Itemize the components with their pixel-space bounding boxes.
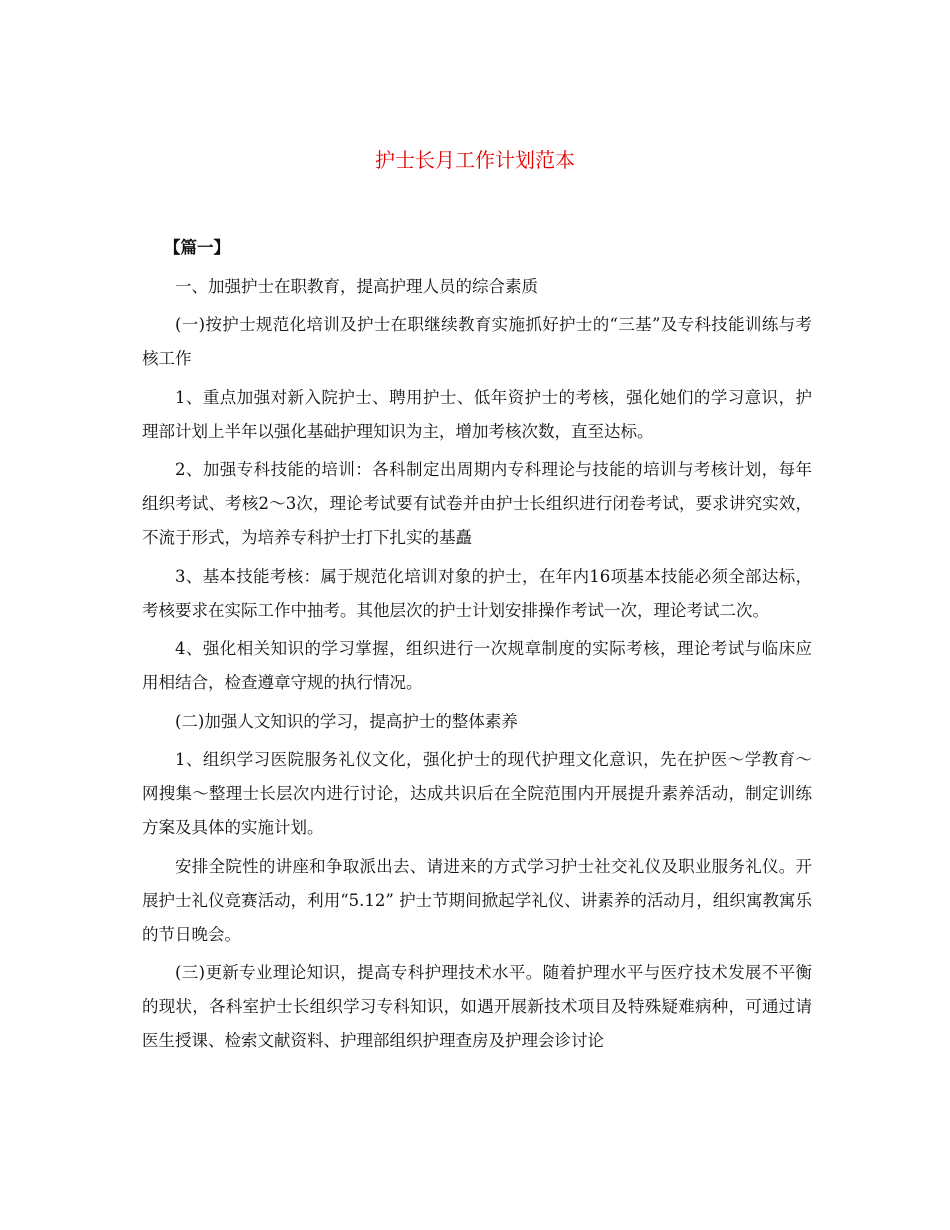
section-heading: 【篇一】: [164, 238, 230, 257]
paragraph: 1、重点加强对新入院护士、聘用护士、低年资护士的考核，强化她们的学习意识，护理部计划上半年以强化基础护理知识为主，增加考核次数，直至达标。: [142, 387, 812, 441]
paragraph: 1、组织学习医院服务礼仪文化，强化护士的现代护理文化意识，先在护医～学教育～网搜集～整理士长层次内进行讨论，达成共识后在全院范围内开展提升素养活动，制定训练方案及具体的实施计划。: [142, 750, 812, 837]
document-body: [142, 231, 812, 1063]
paragraph: (二)加强人文知识的学习，提高护士的整体素养: [175, 711, 518, 731]
paragraph: 2、加强专科技能的培训：各科制定出周期内专科理论与技能的培训与考核计划，每年组织考试、考核2～3次，理论考试要有试卷并由护士长组织进行闭卷考试，要求讲究实效，不流于形式，为培养专科护士打下扎实的基矗: [142, 460, 812, 547]
paragraph: (一)按护士规范化培训及护士在职继续教育实施抓好护士的“三基”及专科技能训练与考核工作: [142, 315, 812, 368]
paragraph: 3、基本技能考核：属于规范化培训对象的护士，在年内16项基本技能必须全部达标，考核要求在实际工作中抽考。其他层次的护士计划安排操作考试一次，理论考试二次。: [142, 566, 812, 620]
paragraph: 4、强化相关知识的学习掌握，组织进行一次规章制度的实际考核，理论考试与临床应用相结合，检查遵章守规的执行情况。: [142, 639, 812, 692]
paragraph: 安排全院性的讲座和争取派出去、请进来的方式学习护士社交礼仪及职业服务礼仪。开展护士礼仪竞赛活动，利用“5.12” 护士节期间掀起学礼仪、讲素养的活动月，组织寓教寓乐的节日晚会。: [142, 856, 812, 944]
paragraph: 一、加强护士在职教育，提高护理人员的综合素质: [175, 276, 538, 296]
document-title: 护士长月工作计划范本: [375, 148, 575, 172]
paragraph: (三)更新专业理论知识，提高专科护理技术水平。随着护理水平与医疗技术发展不平衡的现状，各科室护士长组织学习专科知识，如遇开展新技术项目及特殊疑难病种，可通过请医生授课、检索文献资料、护理部组织护理查房及护理会诊讨论: [142, 963, 812, 1050]
